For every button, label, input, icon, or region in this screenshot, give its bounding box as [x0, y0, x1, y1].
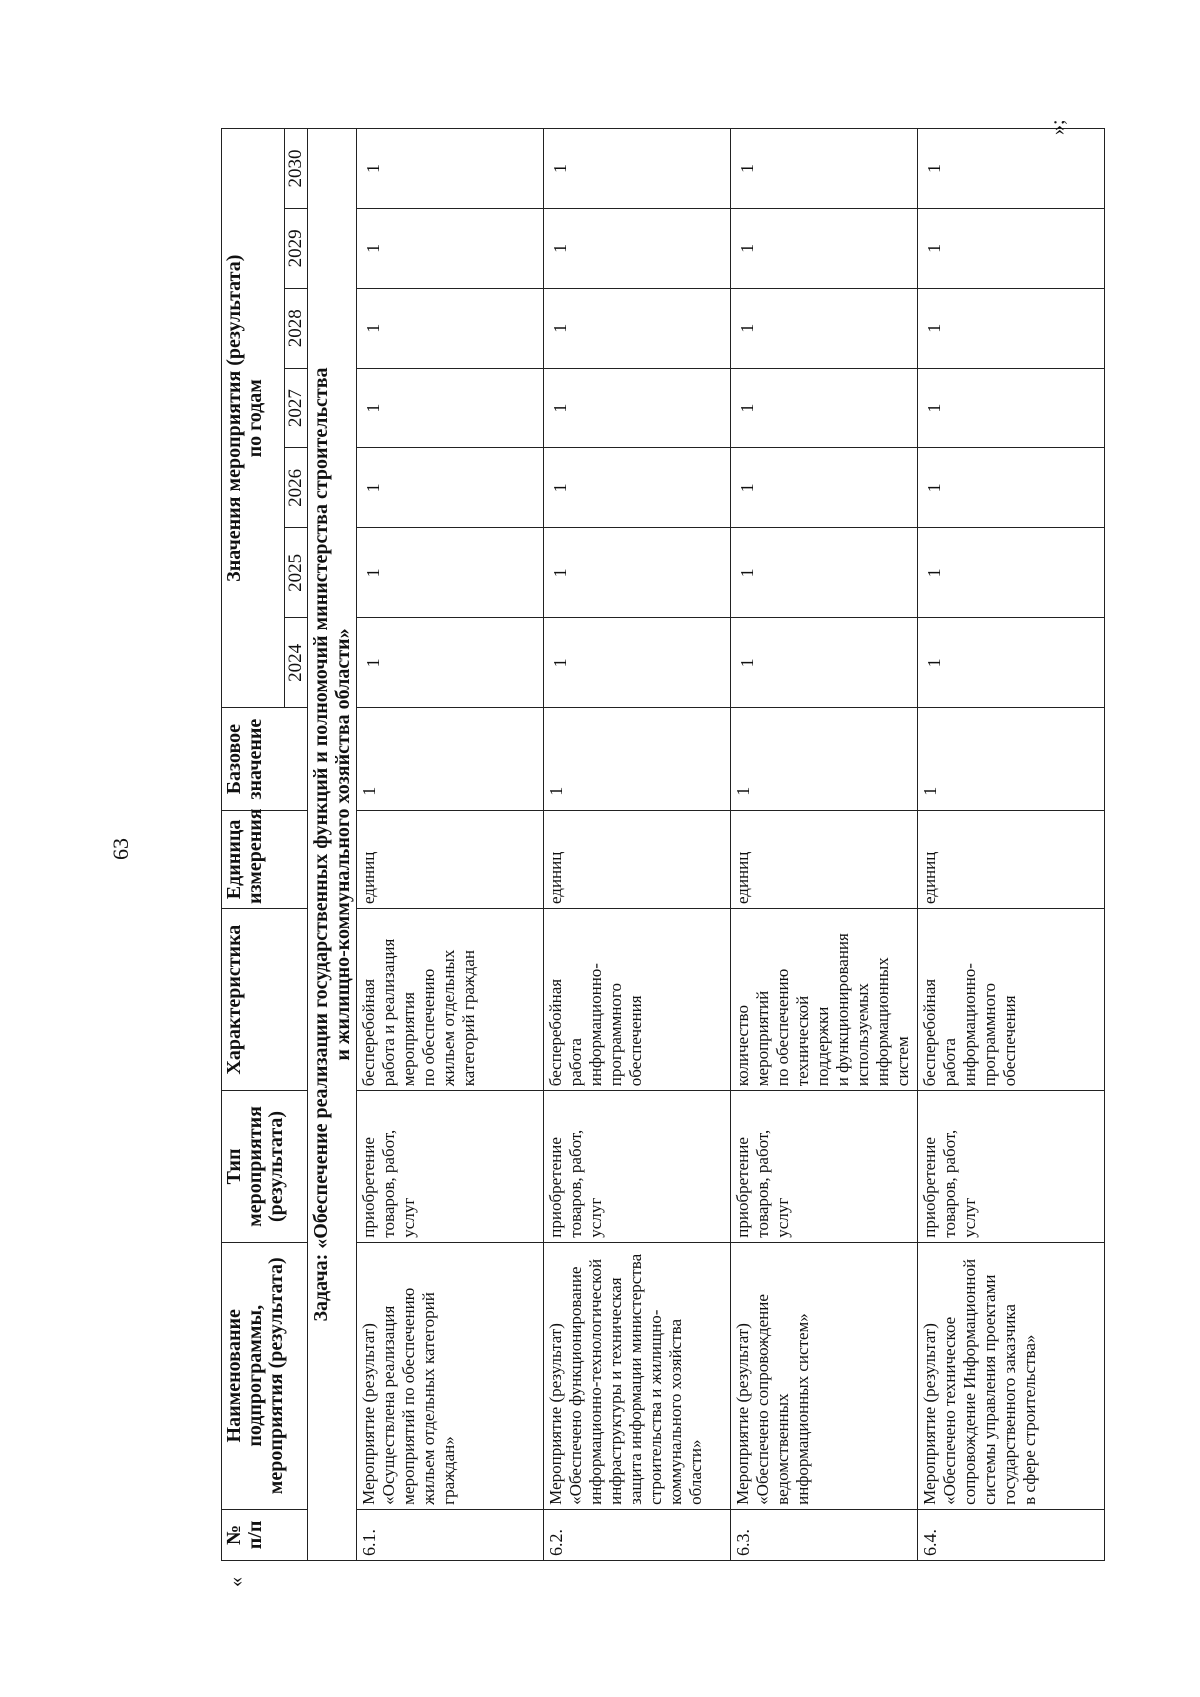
value-2030: 1 — [730, 129, 917, 209]
year-2028: 2028 — [285, 288, 308, 368]
row-number: 6.3. — [730, 1509, 917, 1560]
value-2029: 1 — [543, 209, 730, 289]
year-2030: 2030 — [285, 129, 308, 209]
value-2025: 1 — [730, 528, 917, 618]
header-name — [222, 1242, 308, 1509]
table-row — [543, 129, 730, 1561]
value-2024: 1 — [543, 618, 730, 708]
row-number: 6.1. — [356, 1509, 543, 1560]
event-base-value: 1 — [356, 708, 543, 810]
value-2028: 1 — [543, 288, 730, 368]
event-unit: единиц — [356, 810, 543, 908]
table-row — [917, 129, 1104, 1561]
value-2030: 1 — [543, 129, 730, 209]
header-characteristic — [222, 909, 308, 1091]
event-type: приобретение товаров, работ, услуг — [356, 1091, 543, 1242]
header-values-group-text: Значения мероприятия (результата) по годам — [223, 254, 266, 582]
event-base-value: 1 — [917, 708, 1104, 810]
row-number: 6.2. — [543, 1509, 730, 1560]
task-row — [307, 129, 356, 1561]
event-characteristic: бесперебойная работа информационно- программного обеспечения — [917, 909, 1104, 1091]
value-2028: 1 — [917, 288, 1104, 368]
value-2028: 1 — [730, 288, 917, 368]
value-2030: 1 — [917, 129, 1104, 209]
value-2026: 1 — [730, 448, 917, 528]
header-num — [222, 1509, 308, 1560]
event-name: Мероприятие (результат) «Обеспечено техническое сопровождение Информационной системы управления проектами государственного заказчика в сфере строительства» — [917, 1242, 1104, 1509]
year-2024: 2024 — [285, 618, 308, 708]
value-2024: 1 — [730, 618, 917, 708]
header-base-value — [222, 708, 308, 810]
header-unit — [222, 810, 308, 908]
event-base-value: 1 — [730, 708, 917, 810]
year-2026: 2026 — [285, 448, 308, 528]
year-2027: 2027 — [285, 368, 308, 448]
rotated-table-wrapper — [221, 119, 1069, 1587]
value-2025: 1 — [356, 528, 543, 618]
header-values-group — [222, 129, 285, 708]
value-2029: 1 — [356, 209, 543, 289]
value-2027: 1 — [356, 368, 543, 448]
value-2028: 1 — [356, 288, 543, 368]
value-2026: 1 — [356, 448, 543, 528]
event-characteristic: бесперебойная работа и реализация мероприятия по обеспечению жильем отдельных категорий граждан — [356, 909, 543, 1091]
value-2029: 1 — [730, 209, 917, 289]
header-type-text: Тип мероприятия (результата) — [223, 1106, 287, 1227]
event-name: Мероприятие (результат) «Обеспечено функционирование информационно-технологической инфраструктуры и техническая защита информации министерства строительства и жилищно- коммунального хозяйства области» — [543, 1242, 730, 1509]
row-number: 6.4. — [917, 1509, 1104, 1560]
value-2024: 1 — [917, 618, 1104, 708]
table-row — [356, 129, 543, 1561]
events-table — [221, 128, 1105, 1561]
event-base-value: 1 — [543, 708, 730, 810]
rotated-content — [221, 119, 1069, 1587]
year-2029: 2029 — [285, 209, 308, 289]
value-2025: 1 — [543, 528, 730, 618]
event-type: приобретение товаров, работ, услуг — [730, 1091, 917, 1242]
event-type: приобретение товаров, работ, услуг — [917, 1091, 1104, 1242]
header-name-text: Наименование подпрограммы, мероприятия (результата) — [223, 1257, 287, 1495]
event-unit: единиц — [730, 810, 917, 908]
value-2026: 1 — [543, 448, 730, 528]
value-2027: 1 — [543, 368, 730, 448]
value-2027: 1 — [917, 368, 1104, 448]
header-row — [222, 129, 285, 1561]
header-characteristic-text: Характеристика — [223, 924, 245, 1075]
event-unit: единиц — [917, 810, 1104, 908]
event-unit: единиц — [543, 810, 730, 908]
table-row — [730, 129, 917, 1561]
page-number: 63 — [108, 838, 133, 860]
event-type: приобретение товаров, работ, услуг — [543, 1091, 730, 1242]
value-2025: 1 — [917, 528, 1104, 618]
value-2030: 1 — [356, 129, 543, 209]
event-name: Мероприятие (результат) «Обеспечено сопровождение ведомственных информационных систем» — [730, 1242, 917, 1509]
closing-quote: »; — [1047, 119, 1069, 135]
value-2027: 1 — [730, 368, 917, 448]
value-2026: 1 — [917, 448, 1104, 528]
header-type — [222, 1091, 308, 1242]
header-base-value-text: Базовое значение — [223, 718, 266, 800]
header-unit-text: Единица измерения — [223, 808, 266, 905]
value-2024: 1 — [356, 618, 543, 708]
opening-quote: « — [225, 1577, 247, 1587]
value-2029: 1 — [917, 209, 1104, 289]
year-2025: 2025 — [285, 528, 308, 618]
event-name: Мероприятие (результат) «Осуществлена реализация мероприятий по обеспечению жильем отдельных категорий граждан» — [356, 1242, 543, 1509]
event-characteristic: количество мероприятий по обеспечению технической поддержки и функционирования используемых информационных систем — [730, 909, 917, 1091]
header-num-text: № п/п — [223, 1520, 266, 1550]
event-characteristic: бесперебойная работа информационно- программного обеспечения — [543, 909, 730, 1091]
task-heading: Задача: «Обеспечение реализации государственных функций и полномочий министерства строительства и жилищно-коммунального хозяйства области» — [307, 129, 356, 1561]
